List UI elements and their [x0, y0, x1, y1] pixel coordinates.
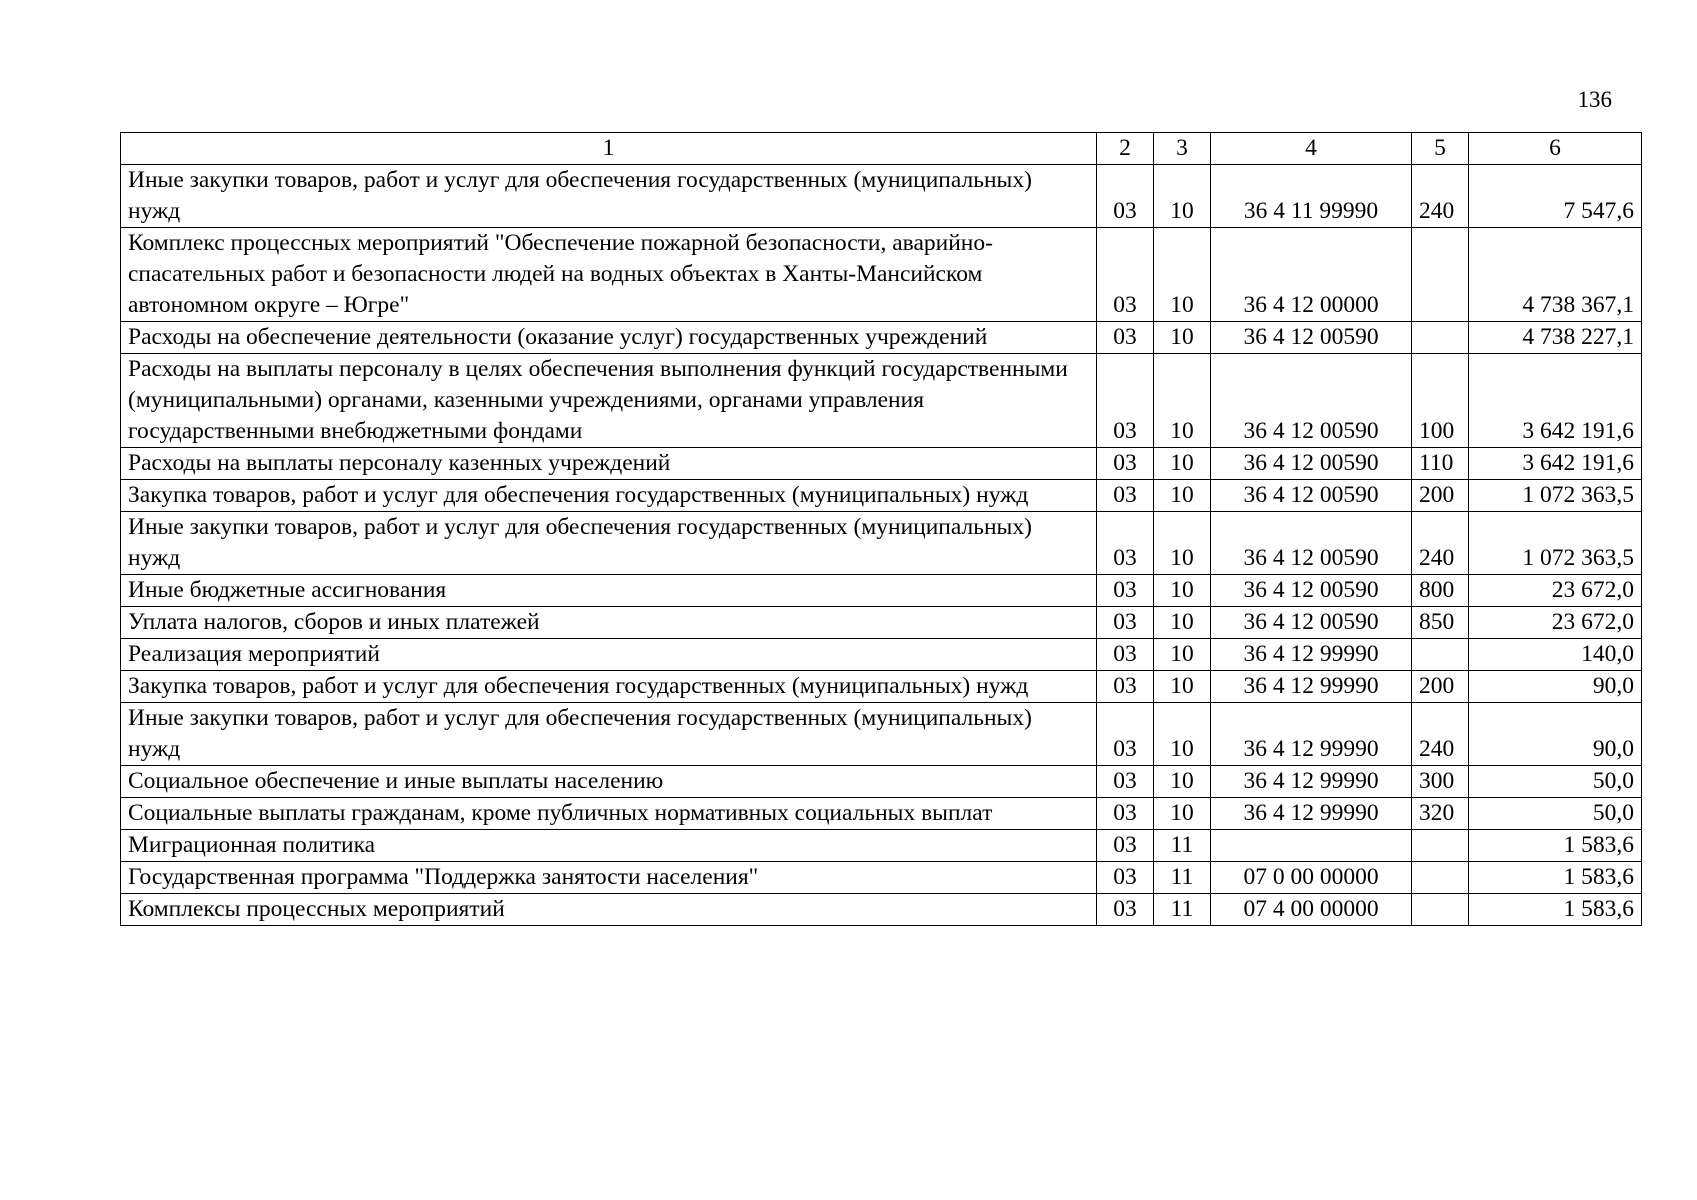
row-name-cell: Государственная программа "Поддержка занятости населения"	[121, 862, 1097, 894]
row-expense-type-cell: 300	[1412, 766, 1469, 798]
row-target-article-cell: 36 4 11 99990	[1211, 165, 1412, 228]
row-expense-type-cell: 850	[1412, 607, 1469, 639]
table-row	[121, 894, 1642, 926]
table-row	[121, 766, 1642, 798]
row-target-article-cell: 36 4 12 99990	[1211, 639, 1412, 671]
table-row	[121, 448, 1642, 480]
row-target-article-cell: 36 4 12 99990	[1211, 766, 1412, 798]
row-amount-cell: 50,0	[1469, 766, 1642, 798]
row-target-article-cell: 36 4 12 00590	[1211, 607, 1412, 639]
row-subsection-cell: 11	[1154, 894, 1211, 926]
row-subsection-cell: 10	[1154, 575, 1211, 607]
table-row	[121, 798, 1642, 830]
row-name-cell: Иные закупки товаров, работ и услуг для обеспечения государственных (муниципальных) нужд	[121, 512, 1097, 575]
row-expense-type-cell: 240	[1412, 165, 1469, 228]
row-target-article-cell: 36 4 12 00590	[1211, 322, 1412, 354]
row-section-cell: 03	[1097, 512, 1154, 575]
header-col-4: 4	[1211, 133, 1412, 165]
row-section-cell: 03	[1097, 480, 1154, 512]
row-target-article-cell: 36 4 12 00590	[1211, 354, 1412, 448]
row-name-cell: Иные бюджетные ассигнования	[121, 575, 1097, 607]
row-expense-type-cell	[1412, 830, 1469, 862]
row-amount-cell: 23 672,0	[1469, 575, 1642, 607]
row-section-cell: 03	[1097, 575, 1154, 607]
row-section-cell: 03	[1097, 165, 1154, 228]
table-row	[121, 639, 1642, 671]
header-col-3: 3	[1154, 133, 1211, 165]
row-name-cell: Социальное обеспечение и иные выплаты населению	[121, 766, 1097, 798]
row-target-article-cell: 36 4 12 99990	[1211, 798, 1412, 830]
row-subsection-cell: 11	[1154, 830, 1211, 862]
table-body	[121, 165, 1642, 926]
row-name-cell: Расходы на обеспечение деятельности (оказание услуг) государственных учреждений	[121, 322, 1097, 354]
table-row	[121, 607, 1642, 639]
row-subsection-cell: 10	[1154, 322, 1211, 354]
row-target-article-cell: 36 4 12 00590	[1211, 448, 1412, 480]
row-subsection-cell: 10	[1154, 671, 1211, 703]
row-subsection-cell: 10	[1154, 165, 1211, 228]
table-row	[121, 354, 1642, 448]
table-row	[121, 671, 1642, 703]
row-section-cell: 03	[1097, 798, 1154, 830]
table-row	[121, 512, 1642, 575]
header-col-2: 2	[1097, 133, 1154, 165]
row-name-cell: Закупка товаров, работ и услуг для обеспечения государственных (муниципальных) нужд	[121, 480, 1097, 512]
row-subsection-cell: 10	[1154, 512, 1211, 575]
budget-table	[120, 132, 1642, 926]
table-row	[121, 165, 1642, 228]
row-expense-type-cell	[1412, 862, 1469, 894]
row-amount-cell: 4 738 367,1	[1469, 228, 1642, 322]
row-amount-cell: 23 672,0	[1469, 607, 1642, 639]
row-section-cell: 03	[1097, 862, 1154, 894]
row-target-article-cell: 07 0 00 00000	[1211, 862, 1412, 894]
row-target-article-cell	[1211, 830, 1412, 862]
row-subsection-cell: 10	[1154, 766, 1211, 798]
table-row	[121, 228, 1642, 322]
row-subsection-cell: 10	[1154, 639, 1211, 671]
table-row	[121, 322, 1642, 354]
page-number: 136	[1577, 87, 1612, 112]
header-col-6: 6	[1469, 133, 1642, 165]
row-name-cell: Иные закупки товаров, работ и услуг для обеспечения государственных (муниципальных) нужд	[121, 165, 1097, 228]
row-name-cell: Расходы на выплаты персоналу казенных учреждений	[121, 448, 1097, 480]
row-target-article-cell: 36 4 12 00590	[1211, 512, 1412, 575]
row-expense-type-cell: 800	[1412, 575, 1469, 607]
header-col-5: 5	[1412, 133, 1469, 165]
row-name-cell: Социальные выплаты гражданам, кроме публичных нормативных социальных выплат	[121, 798, 1097, 830]
row-section-cell: 03	[1097, 607, 1154, 639]
row-target-article-cell: 36 4 12 99990	[1211, 671, 1412, 703]
row-amount-cell: 7 547,6	[1469, 165, 1642, 228]
header-col-1: 1	[121, 133, 1097, 165]
row-amount-cell: 50,0	[1469, 798, 1642, 830]
row-expense-type-cell	[1412, 322, 1469, 354]
row-amount-cell: 3 642 191,6	[1469, 354, 1642, 448]
row-amount-cell: 140,0	[1469, 639, 1642, 671]
row-subsection-cell: 10	[1154, 228, 1211, 322]
row-amount-cell: 4 738 227,1	[1469, 322, 1642, 354]
row-amount-cell: 90,0	[1469, 671, 1642, 703]
row-expense-type-cell: 240	[1412, 703, 1469, 766]
row-section-cell: 03	[1097, 894, 1154, 926]
row-subsection-cell: 10	[1154, 798, 1211, 830]
table-row	[121, 575, 1642, 607]
header-row	[121, 133, 1642, 165]
row-section-cell: 03	[1097, 354, 1154, 448]
row-section-cell: 03	[1097, 766, 1154, 798]
row-subsection-cell: 10	[1154, 480, 1211, 512]
row-amount-cell: 1 583,6	[1469, 862, 1642, 894]
row-subsection-cell: 10	[1154, 607, 1211, 639]
row-expense-type-cell	[1412, 894, 1469, 926]
row-expense-type-cell: 100	[1412, 354, 1469, 448]
row-name-cell: Расходы на выплаты персоналу в целях обеспечения выполнения функций государственными (муниципальными) органами, казенными учреждениями, органами управления государственными внебюджетными фондами	[121, 354, 1097, 448]
row-expense-type-cell: 240	[1412, 512, 1469, 575]
row-name-cell: Реализация мероприятий	[121, 639, 1097, 671]
row-expense-type-cell: 200	[1412, 671, 1469, 703]
row-name-cell: Уплата налогов, сборов и иных платежей	[121, 607, 1097, 639]
row-section-cell: 03	[1097, 830, 1154, 862]
row-target-article-cell: 36 4 12 99990	[1211, 703, 1412, 766]
row-expense-type-cell: 320	[1412, 798, 1469, 830]
row-amount-cell: 1 072 363,5	[1469, 512, 1642, 575]
table-row	[121, 830, 1642, 862]
row-expense-type-cell: 200	[1412, 480, 1469, 512]
row-section-cell: 03	[1097, 703, 1154, 766]
row-target-article-cell: 36 4 12 00000	[1211, 228, 1412, 322]
row-expense-type-cell	[1412, 228, 1469, 322]
row-subsection-cell: 10	[1154, 703, 1211, 766]
row-amount-cell: 1 583,6	[1469, 894, 1642, 926]
row-section-cell: 03	[1097, 639, 1154, 671]
table-row	[121, 862, 1642, 894]
row-name-cell: Миграционная политика	[121, 830, 1097, 862]
row-section-cell: 03	[1097, 671, 1154, 703]
row-subsection-cell: 11	[1154, 862, 1211, 894]
row-amount-cell: 1 072 363,5	[1469, 480, 1642, 512]
row-subsection-cell: 10	[1154, 448, 1211, 480]
row-target-article-cell: 36 4 12 00590	[1211, 480, 1412, 512]
row-amount-cell: 3 642 191,6	[1469, 448, 1642, 480]
row-expense-type-cell	[1412, 639, 1469, 671]
row-name-cell: Закупка товаров, работ и услуг для обеспечения государственных (муниципальных) нужд	[121, 671, 1097, 703]
row-name-cell: Комплекс процессных мероприятий "Обеспечение пожарной безопасности, аварийно-спасательных работ и безопасности людей на водных объектах в Ханты-Мансийском автономном округе – Югре"	[121, 228, 1097, 322]
row-expense-type-cell: 110	[1412, 448, 1469, 480]
row-name-cell: Иные закупки товаров, работ и услуг для обеспечения государственных (муниципальных) нужд	[121, 703, 1097, 766]
row-name-cell: Комплексы процессных мероприятий	[121, 894, 1097, 926]
row-target-article-cell: 36 4 12 00590	[1211, 575, 1412, 607]
row-section-cell: 03	[1097, 228, 1154, 322]
row-subsection-cell: 10	[1154, 354, 1211, 448]
row-section-cell: 03	[1097, 322, 1154, 354]
table-row	[121, 480, 1642, 512]
row-amount-cell: 90,0	[1469, 703, 1642, 766]
row-amount-cell: 1 583,6	[1469, 830, 1642, 862]
table-row	[121, 703, 1642, 766]
row-section-cell: 03	[1097, 448, 1154, 480]
row-target-article-cell: 07 4 00 00000	[1211, 894, 1412, 926]
